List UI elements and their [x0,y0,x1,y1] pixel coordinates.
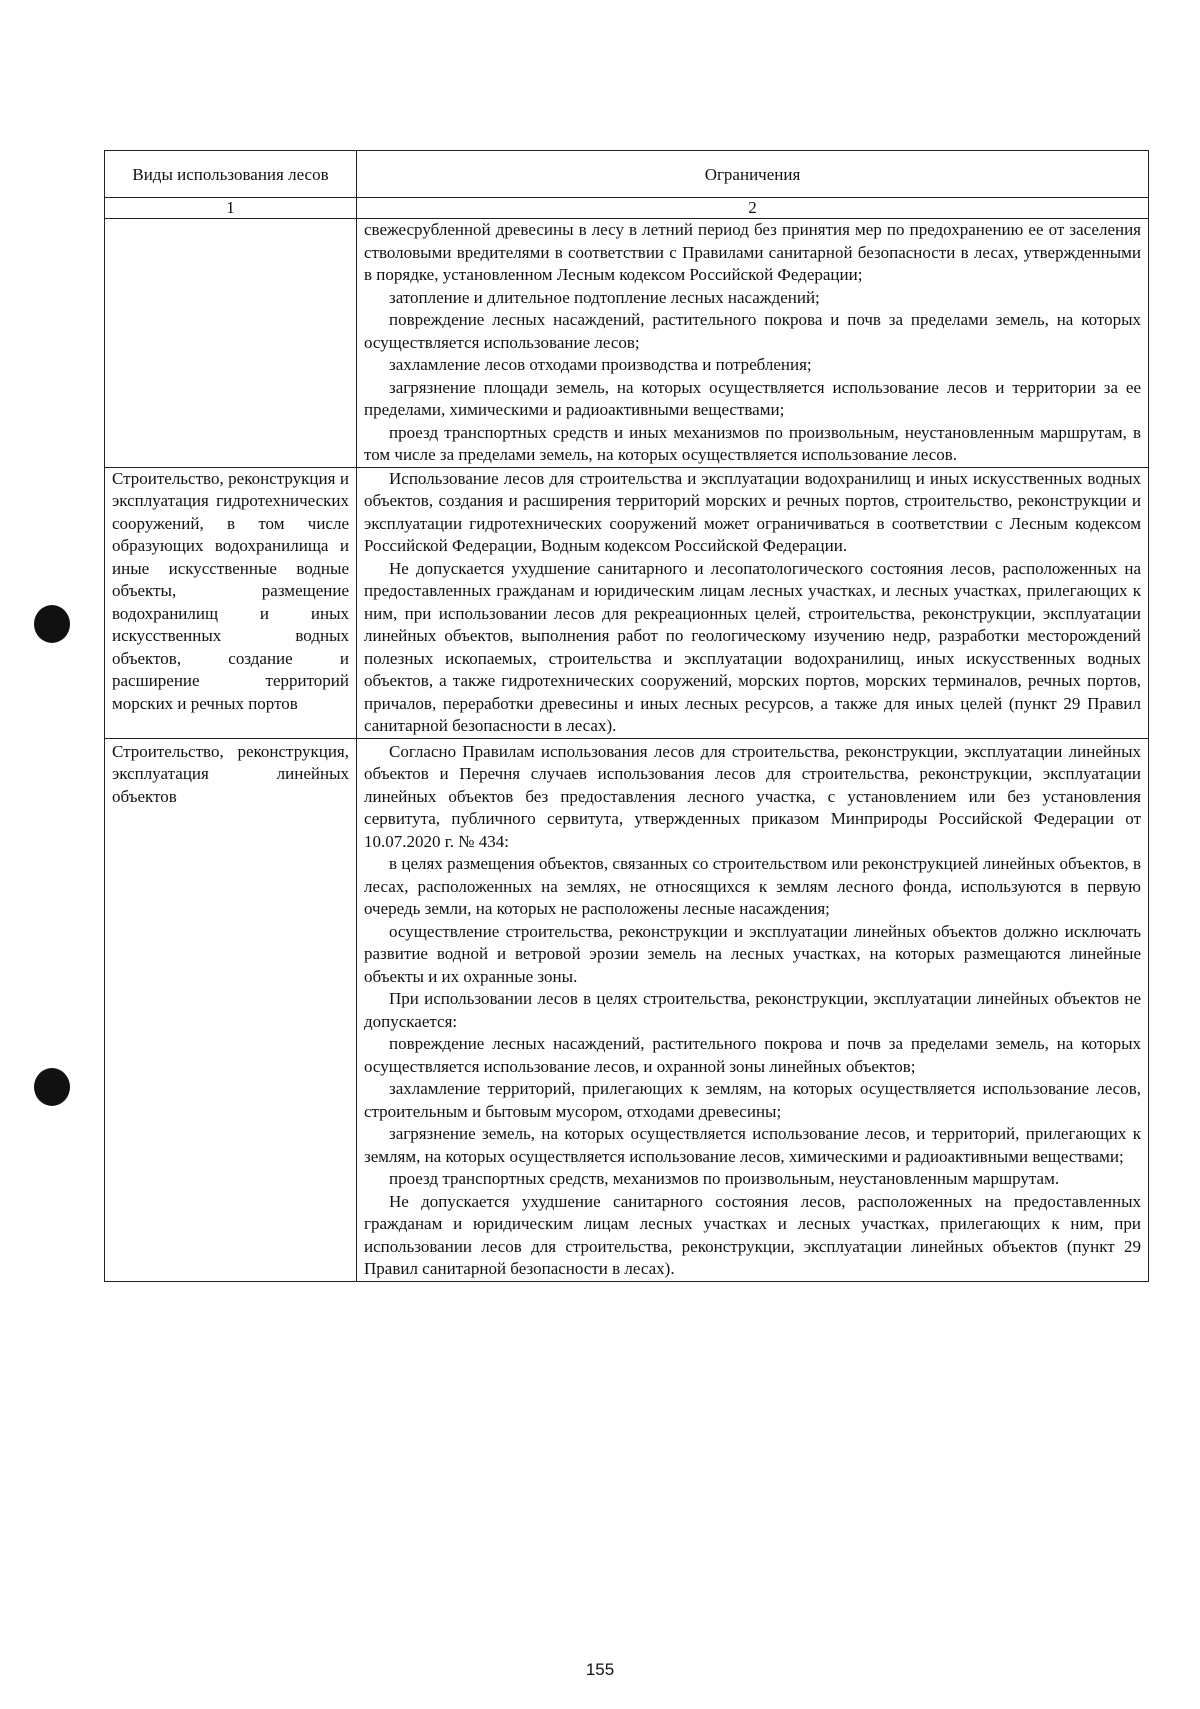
forest-use-cell [105,219,357,468]
restrictions-cell [357,738,1149,1281]
column-number-1: 1 [105,198,357,219]
column-number-2: 2 [357,198,1149,219]
restriction-paragraph: При использовании лесов в целях строительства, реконструкции, эксплуатации линейных объектов не допускается: [364,989,1141,1031]
column-number-row [105,198,1149,219]
page-number: 155 [585,1660,615,1679]
header-restrictions: Ограничения [357,151,1149,198]
table-row [105,467,1149,738]
table-row [105,219,1149,468]
forest-use-type: Строительство, реконструкция, эксплуатация линейных объектов [112,741,349,806]
restriction-paragraph: захламление лесов отходами производства и потребления; [389,355,812,374]
restriction-paragraph: Не допускается ухудшение санитарного состояния лесов, расположенных на предоставленных гражданам и юридическим лицам лесных участках и лесных участках, прилегающих к ним, при использовании лесов для строительства, реконструкции, эксплуатации линейных объектов (пункт 29 Правил санитарной безопасности в лесах). [364,1191,1141,1278]
restrictions-cell [357,467,1149,738]
restriction-paragraph: Не допускается ухудшение санитарного и лесопатологического состояния лесов, расположенных на предоставленных гражданам и юридическим лицам лесных участках, и лесных участках, прилегающих к ним, при использовании лесов для рекреационных целей, строительства, реконструкции, эксплуатации линейных объектов, выполнения работ по геологическому изучению недр, разработки месторождений полезных ископаемых, строительства и эксплуатации водохранилищ, иных искусственных водных объектов, а также гидротехнических сооружений, морских портов, морских терминалов, речных портов, причалов, переработки древесины и иных лесных ресурсов, а также для иных целей (пункт 29 Правил санитарной безопасности в лесах). [364,558,1141,735]
restriction-paragraph: повреждение лесных насаждений, растительного покрова и почв за пределами земель, на которых осуществляется использование лесов, и охранной зоны линейных объектов; [364,1034,1141,1076]
punch-hole-mark [34,605,70,643]
table-header-row [105,151,1149,198]
table-row [105,738,1149,1281]
restriction-paragraph: Использование лесов для строительства и эксплуатации водохранилищ и иных искусственных водных объектов, создания и расширения территорий морских и речных портов, строительство, реконструкции и эксплуатации гидротехнических сооружений может ограничиваться в соответствии с Лесным кодексом Российской Федерации, Водным кодексом Российской Федерации. [364,468,1141,555]
restriction-paragraph: осуществление строительства, реконструкции и эксплуатации линейных объектов должно исключать развитие водной и ветровой эрозии земель на лесных участках, на которых размещаются линейные объекты и их охранные зоны. [364,921,1141,986]
forest-use-cell [105,738,357,1281]
forest-use-cell [105,467,357,738]
restriction-paragraph: захламление территорий, прилегающих к землям, на которых осуществляется использование лесов, строительным и бытовым мусором, отходами древесины; [364,1079,1141,1121]
restriction-paragraph: проезд транспортных средств и иных механизмов по произвольным, неустановленным маршрутам, в том числе за пределами земель, на которых осуществляется использование лесов. [364,422,1141,464]
restriction-paragraph: загрязнение земель, на которых осуществляется использование лесов, и территорий, прилегающих к землям, на которых осуществляется использование лесов, химическими и радиоактивными веществами; [364,1124,1141,1166]
restriction-paragraph: загрязнение площади земель, на которых осуществляется использование лесов и территории за ее пределами, химическими и радиоактивными веществами; [364,377,1141,419]
restrictions-table [104,150,1149,1282]
punch-hole-mark [34,1068,70,1106]
restriction-paragraph: свежесрубленной древесины в лесу в летний период без принятия мер по предохранению ее от заселения стволовыми вредителями в соответствии с Правилами санитарной безопасности в лесах, утвержденными в порядке, установленном Лесным кодексом Российской Федерации; [364,220,1141,284]
header-forest-use-types: Виды использования лесов [105,151,357,198]
forest-use-type: Строительство, реконструкция и эксплуатация гидротехнических сооружений, в том числе образующих водохранилища и иные искусственные водные объекты, размещение водохранилищ и иных искусственных водных объектов, создание и расширение территорий морских и речных портов [112,468,349,713]
restriction-paragraph: повреждение лесных насаждений, растительного покрова и почв за пределами земель, на которых осуществляется использование лесов; [364,310,1141,352]
restriction-paragraph: затопление и длительное подтопление лесных насаждений; [389,287,820,307]
restrictions-cell [357,219,1149,468]
restriction-paragraph: проезд транспортных средств, механизмов по произвольным, неустановленным маршрутам. [389,1169,1060,1188]
restriction-paragraph: Согласно Правилам использования лесов для строительства, реконструкции, эксплуатации линейных объектов и Перечня случаев использования лесов для строительства, реконструкции, эксплуатации линейных объектов без предоставления лесного участка, с установлением или без установления сервитута, публичного сервитута, утвержденных приказом Минприроды Российской Федерации от 10.07.2020 г. № 434: [364,741,1141,851]
restriction-paragraph: в целях размещения объектов, связанных со строительством или реконструкцией линейных объектов, в лесах, расположенных на землях, не относящихся к землям лесного фонда, используются в первую очередь земли, на которых не расположены лесные насаждения; [364,854,1141,918]
